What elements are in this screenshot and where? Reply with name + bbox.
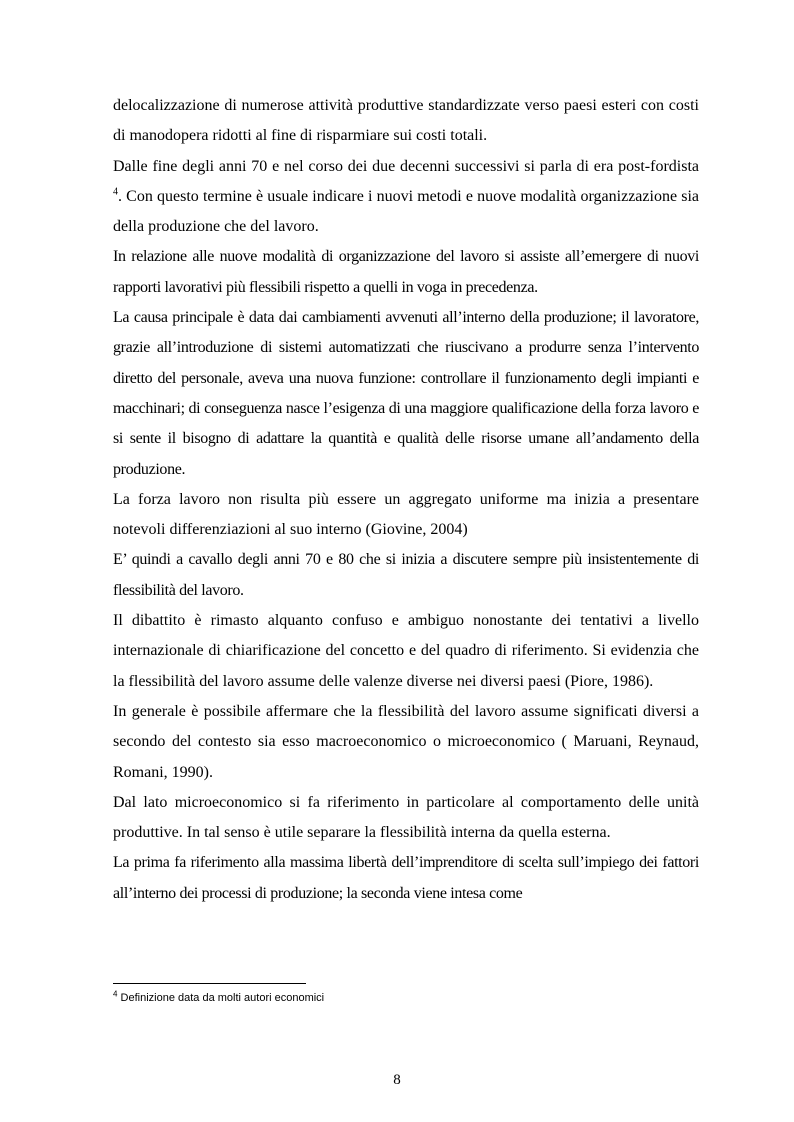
- footnote: [113, 991, 324, 1005]
- paragraph-post-fordism: [113, 152, 699, 243]
- paragraph-flexibility-debate-start: E’ quindi a cavallo degli anni 70 e 80 che si inizia a discutere sempre più insistentemente di flessibilità del lavoro.: [113, 551, 699, 599]
- paragraph-microeconomic: Dal lato microeconomico si fa riferimento in particolare al comportamento delle unità produttive. In tal senso è utile separare la flessibilità interna da quella esterna.: [113, 793, 699, 842]
- post-fordism-text-after: . Con questo termine è usuale indicare i nuovi metodi e nuove modalità organizzazione sia della produzione che del lavoro.: [113, 187, 699, 236]
- footnote-number: 4: [113, 989, 118, 999]
- paragraph-main-cause: La causa principale è data dai cambiamenti avvenuti all’interno della produzione; il lavoratore, grazie all’introduzione di sistemi automatizzati che riuscivano a produrre senza l’intervento diretto del personale, aveva una nuova funzione: controllare il funzionamento degli impianti e macchinari; di conseguenza nasce l’esigenza di una maggiore qualificazione della forza lavoro e si sente il bisogno di adattare la quantità e qualità delle risorse umane all’andamento della produzione.: [113, 309, 699, 478]
- paragraph-macro-micro: In generale è possibile affermare che la flessibilità del lavoro assume significati diversi a secondo del contesto sia esso macroeconomico o microeconomico ( Maruani, Reynaud, Romani, 1990).: [113, 702, 699, 781]
- footnote-text: Definizione data da molti autori economici: [120, 992, 325, 1004]
- page-number: 8: [393, 1072, 401, 1088]
- paragraph-new-work-relations: In relazione alle nuove modalità di organizzazione del lavoro si assiste all’emergere di nuovi rapporti lavorativi più flessibili rispetto a quelli in voga in precedenza.: [113, 248, 699, 296]
- paragraph-debate-confused: Il dibattito è rimasto alquanto confuso e ambiguo nonostante dei tentativi a livello internazionale di chiarificazione del concetto e del quadro di riferimento. Si evidenzia che la flessibilità del lavoro assume delle valenze diverse nei diversi paesi (Piore, 1986).: [113, 612, 699, 690]
- paragraph-labor-force: La forza lavoro non risulta più essere un aggregato uniforme ma inizia a presentare notevoli differenziazioni al suo interno (Giovine, 2004): [113, 490, 699, 539]
- footnote-separator: [113, 983, 306, 984]
- body-text: [113, 91, 699, 909]
- post-fordism-text-before: Dalle fine degli anni 70 e nel corso dei due decenni successivi si parla di era post-fordista: [113, 157, 699, 175]
- paragraph-delocalization: delocalizzazione di numerose attività produttive standardizzate verso paesi esteri con costi di manodopera ridotti al fine di risparmiare sui costi totali.: [113, 97, 699, 145]
- footnote-reference: 4: [113, 186, 118, 198]
- paragraph-internal-flexibility: La prima fa riferimento alla massima libertà dell’imprenditore di scelta sull’impiego dei fattori all’interno dei processi di produzione; la seconda viene intesa come: [113, 854, 699, 902]
